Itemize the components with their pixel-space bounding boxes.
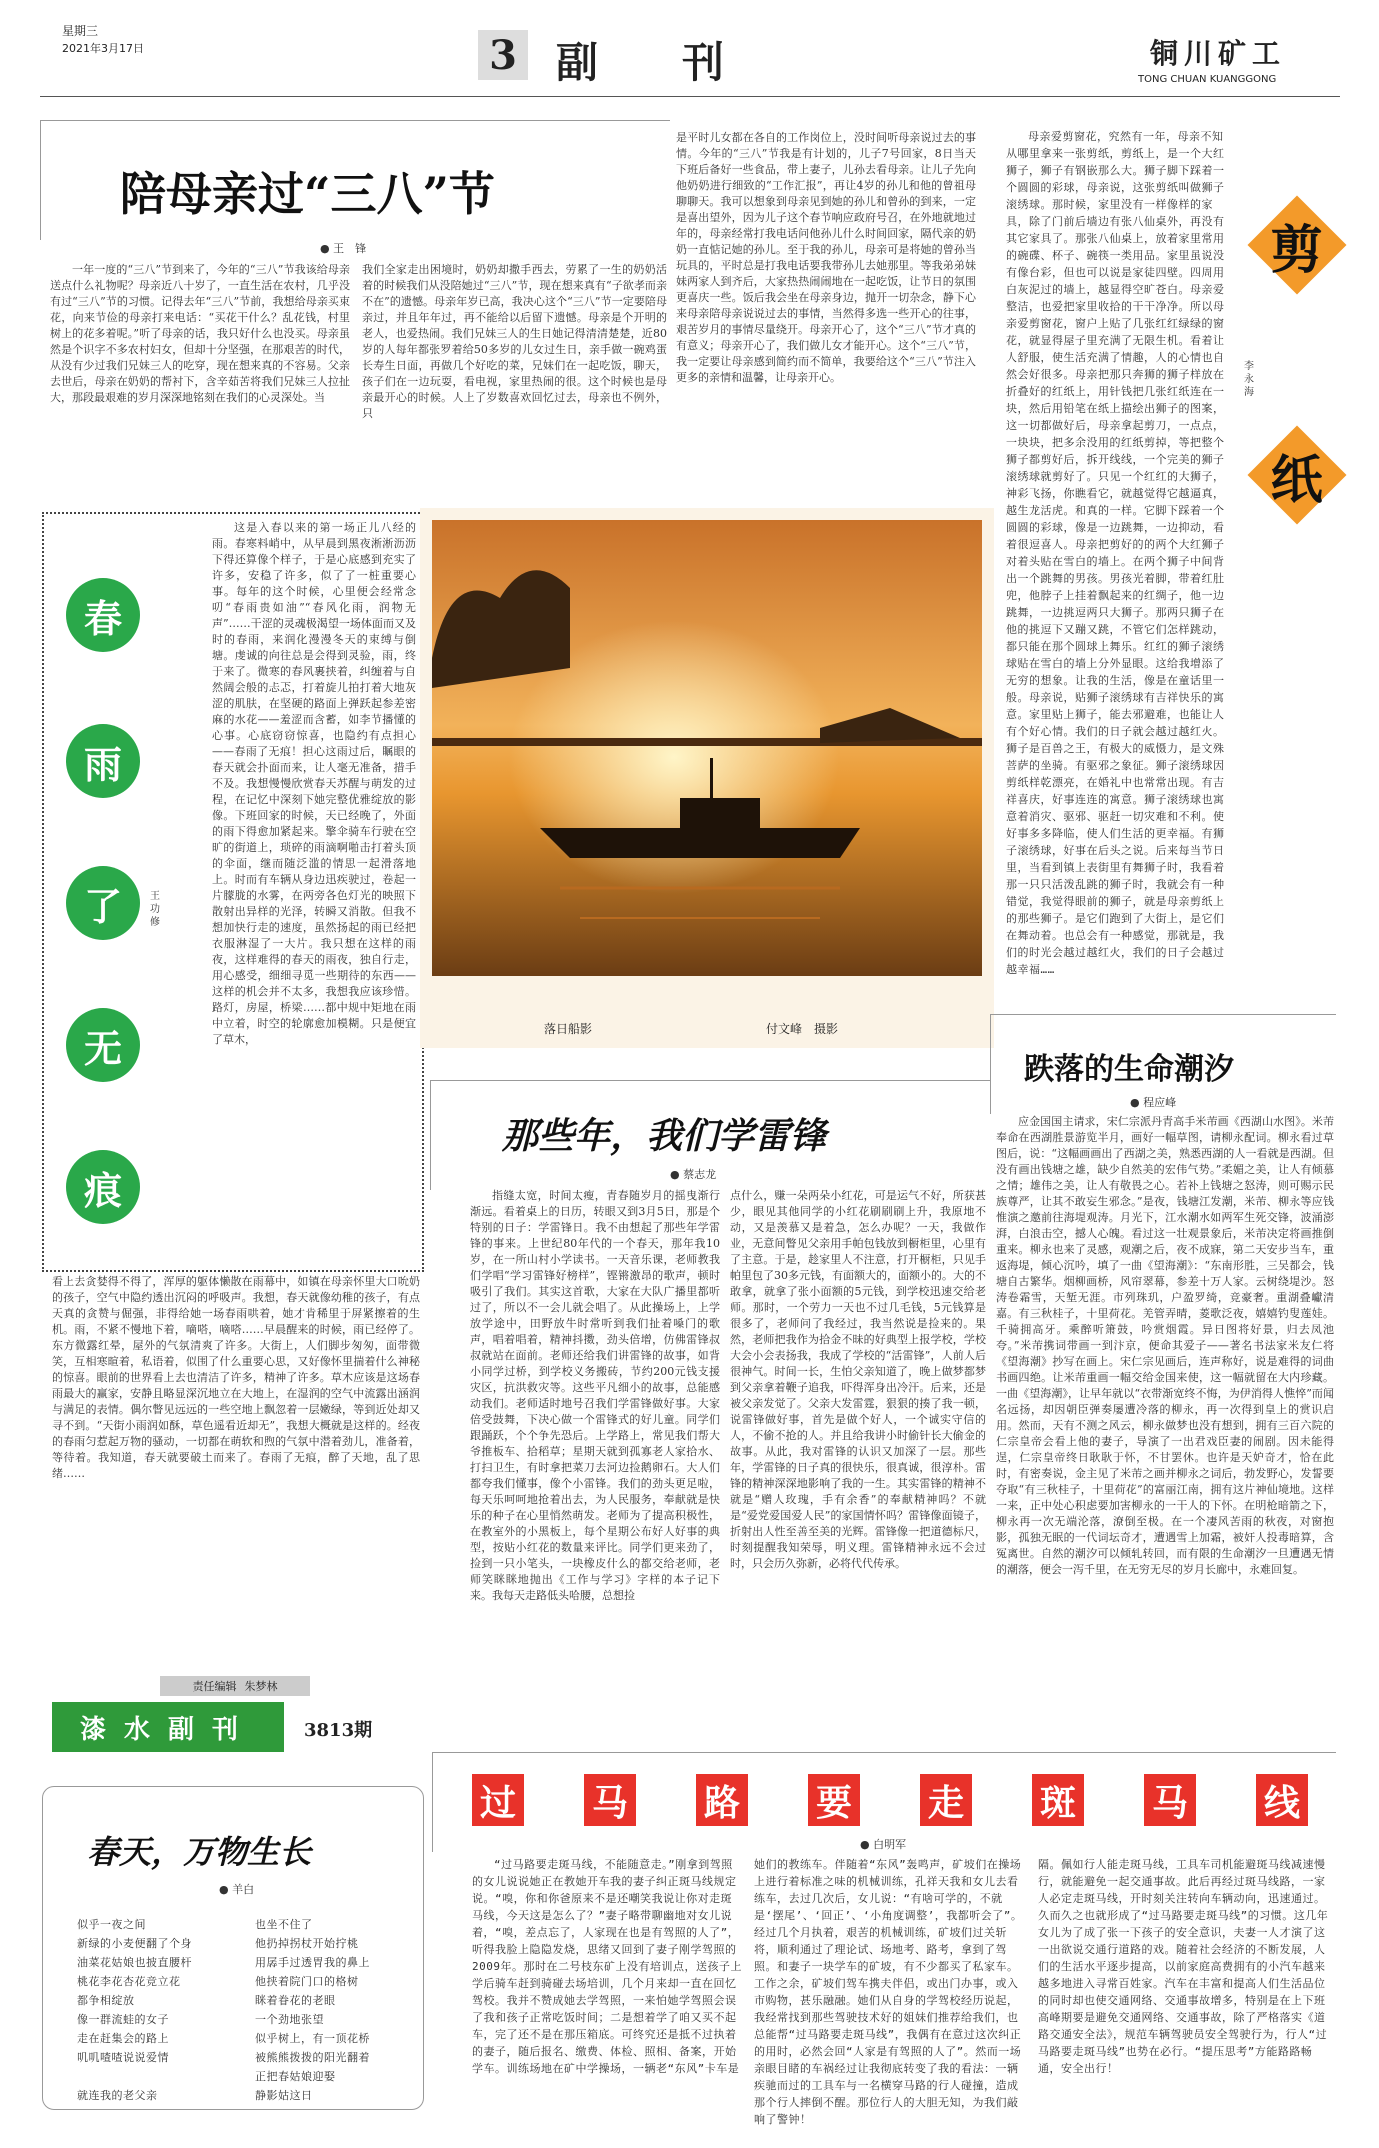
article-author: ● 白明军	[860, 1838, 907, 1851]
title-char-3: 了	[66, 866, 140, 940]
title-char-2: 雨	[66, 724, 140, 798]
article-zebra-crossing	[432, 1752, 1336, 2126]
article-col-1: 一年一度的“三八”节到来了，今年的“三八”节我该给母亲送点什么礼物呢？母亲近八十岁了，一直生活在农村，几乎没有过“三八”节的习惯。记得去年“三八”节前，我想给母亲买束花，向来节俭的母亲打来电话：“买花干什么？乱花钱，村里树上的花多着呢。”听了母亲的话，我只好什么也没买。母亲虽然是个识字不多农村妇女，但却十分坚强，在那艰苦的时代，从没有少过我们兄妹三人的吃穿，现在想来真的不容易。父亲去世后，母亲在奶奶的帮衬下，含辛茹苦将我们兄妹三人拉扯大，那段最艰难的岁月深深地铭刻在我们的心灵深处。当	[50, 263, 350, 404]
poem-line: 用孱手过透胃我的鼻上	[255, 1956, 370, 1969]
poem-box	[42, 1786, 424, 2110]
issue-name: 漆水副刊	[52, 1702, 284, 1752]
article-paper-cut: 母亲爱剪窗花，究然有一年，母亲不知从哪里拿来一张剪纸，剪纸上，是一个大红狮子，狮子有钢嵌那么大。狮子脚下踩着一个圆圆的彩球，母亲说，这张剪纸叫做狮子滚绣球。那时候，家里没有一样像样的家具，除了门前后墙边有张八仙桌外，再没有其它家具了。那张八仙桌上，放着家里常用的碗碟、杯子、碗筷一类用品。家里虽说没有像台彩，但也可以说是家徒四壁。四周用白灰泥过的墙上，越显得空旷苍白。母亲爱整洁，也爱把家里收拾的干干净净。所以母亲爱剪窗花，窗户上贴了几张红红绿绿的窗花，就显得屋子里充满了无限生机。看着让人舒服，使生活充满了情趣，人的心情也自然会好很多。母亲把那只奔狮的狮子样放在折叠好的红纸上，用针钱把几张红纸连在一块，然后用铅笔在纸上描绘出狮子的图案，这一切都做好后，母亲拿起剪刀，一点点，一块块，把多余没用的红纸剪掉，等把整个狮子都剪好后，拆开线线，一个完美的狮子滚绣球就剪好了。只见一个红红的大狮子，神彩飞扬，你瞧看它，就越觉得它越逼真，越生龙活虎。和真的一样。它脚下踩着一个圆圆的彩球，像是一边跳舞，一边抑动，看着很逗喜人。母亲把剪好的的两个大红狮子对着头贴在雪白的墙上。在两个狮子中间背出一个跳舞的男孩。男孩光着脚，带着红肚兜，他脖子上挂着飘起来的红绸子，他一边跳舞，一边挑逗两只大狮子。那两只狮子在他的挑逗下又蹦又跳，不管它们怎样跳动，都只能在那个圆球上舞乐。红红的狮子滚绣球贴在雪白的墙上分外显眼。这给我增添了无穷的想象。让我的生活，像是在童话里一般。母亲说，贴狮子滚绣球有吉祥快乐的寓意。家里贴上狮子，能去邪避难，也能让人有个好心情。我们的日子就会越过越红火。狮子是百兽之王，有极大的威慑力，是文殊菩萨的坐骑。有驱邪之象征。狮子滚绣球因剪纸样乾漂亮，在婚礼中也常常出现。有吉祥喜庆，好事连连的寓意。狮子滚绣球也寓意着消灾、驱邪、驱赶一切灾难和不利。使好事多多降临，使人们生活的更幸福。有狮子滚绣球，好事在后头之说。后来每当节日里，当看到镇上表街里有舞狮子时，我看着那一只只活泼乱跳的狮子时，我就会有一种错觉，我觉得眼前的狮子，就是母亲剪纸上的那些狮子。是它们跑到了大街上，是它们在舞动着。也总会有一种感觉，那就是，我们的时光会越过越红火，我们的日子会越过越幸福……	[1006, 130, 1225, 976]
page-number: 3	[478, 30, 528, 80]
paper-pinyin: TONG CHUAN KUANGGONG	[1138, 74, 1277, 85]
poem-line: 他扔掉拐杖开始拧桃	[255, 1937, 359, 1950]
author-name: 蔡志龙	[683, 1168, 717, 1181]
article-title: 那些年，我们学雷锋	[502, 1115, 827, 1157]
title-char-5: 痕	[66, 1150, 140, 1224]
article1-col-3: 是平时儿女都在各自的工作岗位上，没时间听母亲说过去的事情。今年的“三八”节我是有计划的，儿子7号回家，8日当天下班后备好一些食品，带上妻子，儿孙去看母亲。让儿子先向他奶奶进行细致的“工作汇报”，再让4岁的孙儿和他的曾祖母聊聊天。我可以想象到母亲见到她的孙儿和曾孙的到来，一定是喜出望外，因为儿子这个春节响应政府号召，在外地就地过年的，母亲经常打我电话问他孙儿什么时间回家，隔代亲的奶奶一直惦记她的孙儿。至于我的孙儿，母亲可是将她的曾孙当玩具的，平时总是打我电话要我带孙儿去她那里。等我弟弟妹妹两家人到齐后，大家热热闹闹地在一起吃饭，让节日的氛围更喜庆一些。饭后我会坐在母亲身边，抛开一切杂念，静下心来母亲陪母亲说说过去的事情，当然得多选一些开心的往事，艰苦岁月的事情尽量绕开。母亲开心了，这个“三八”节才真的有意义；母亲开心了，我们做儿女才能开心。这个“三八”节，我一定要让母亲感到简约而不简单，我要给这个“三八”节注入更多的亲情和温馨，让母亲开心。	[676, 131, 976, 384]
photo-caption: 落日船影	[544, 1022, 593, 1036]
poem-line	[77, 2067, 237, 2086]
poem-line: 就连我的老父亲	[77, 2089, 158, 2102]
poem-line: 被熊熊拨拨的阳光翻着	[255, 2051, 370, 2064]
article-title: 陪母亲过“三八”节	[120, 167, 495, 221]
poem-line: 眯着眷花的老眼	[255, 1994, 336, 2007]
article-title: 跌落的生命潮汐	[1024, 1052, 1234, 1087]
editor-label: 责任编辑	[192, 1680, 237, 1693]
title-char-4: 无	[66, 1008, 140, 1082]
editor-name: 朱梦林	[244, 1680, 278, 1693]
poem-line: 正把春姑娘迎娶	[255, 2070, 336, 2083]
header-divider	[40, 96, 1340, 97]
title-char-1: 春	[66, 578, 140, 652]
header	[0, 0, 1379, 90]
title-char-3: 路	[696, 1774, 748, 1826]
sunset-boat-photo	[420, 508, 994, 1048]
poem-line: 走在赶集会的路上	[77, 2032, 169, 2045]
article-lei-feng	[430, 1080, 990, 1740]
poem-left	[77, 1915, 237, 2105]
article-mother-38	[40, 120, 670, 480]
article-author: ● 程应峰	[1130, 1096, 1177, 1109]
title-char-2: 纸	[1248, 426, 1347, 525]
poem-line: 静影姑这日	[255, 2089, 313, 2102]
article3-top-col: 这是入春以来的第一场正儿八经的雨。春寒料峭中，从早晨到黑夜淅淅沥沥下得还算像个样子，于是心底感到充实了许多，安稳了许多，似了了一桩重要心事。每年的这个时候，心里便会经常念叨“春雨贵如油”“春风化雨，润物无声”……干涩的灵魂极渴望一场体面而又及时的春雨，来润化漫漫冬天的束缚与倒塘。虔诚的向往总是会得到灵验，雨，终于来了。微寒的春风裹挟着，纠缠着与自然阔会般的忐忑，打着旋儿拍打着大地灰涩的肌肤，在坚硬的路面上弹跃起参差密麻的水花——羞涩而含蓄，如李节播懂的心事。心底窃窃惊喜，也隐约有点担心——春雨了无痕！担心这雨过后，瞩眼的春天就会扑面而来，让人毫无准备，措手不及。我想慢慢欣赏春天苏醒与萌发的过程，在记忆中深刻下她完整优雅绽放的影像。下班回家的时候，天已经晚了，外面的雨下得愈加紧起来。擎伞骑车行驶在空旷的街道上，琐碎的雨滴啊啪击打着头顶的伞面，继而随泛滥的情思一起滑落地上。时而有车辆从身边迅疾驶过，卷起一片朦胧的水雾，在两旁各色灯光的映照下散射出异样的光泽，转瞬又消散。但我不想加快行走的速度，虽然扬起的雨已经把衣服淋湿了一大片。我只想在这样的雨夜，这样难得的春天的雨夜，独自行走，用心感受，细细寻觅一些期待的东西——这样的机会并不太多，我想我应该珍惜。路灯，房屋，桥梁……都中规中矩地在雨中立着，时空的轮廓愈加模糊。只是便宜了草木，	[212, 521, 416, 1046]
article-col-2: 我们全家走出困境时，奶奶却撒手西去，劳累了一生的奶奶活着的时候我们从没陪她过“三八”节，现在想来真有“子欲孝而亲不在”的遗憾。母亲年岁已高，我决心这个“三八”节一定要陪母亲过，并且年年过，再不能给以后留下遗憾。母亲是个开明的老人，也爱热闹。我们兄妹三人的生日她记得清清楚楚，近80岁的人每年都张罗着给50多岁的儿女过生日，亲手做一碗鸡蛋长寿生日面，再做几个好吃的菜，兄妹们在一起吃饭，聊天，孩子们在一边玩耍，看电视，家里热闹的很。这个时候也是母亲最开心的时候。人上了岁数喜欢回忆过去，母亲也不例外，只	[362, 263, 667, 420]
issue-number: 3813期	[304, 1720, 373, 1741]
article-col-3: 隔。佩如行人能走斑马线，工具车司机能避斑马线减速慢行，就能避免一起交通事故。此后再经过斑马线路，一家人必定走斑马线，开时刻关注转向车辆动向，迅速通过。久而久之也就形成了“过马路要走斑马线”的习惯。这几年女儿为了成了张一下孩子的安全意识，夫妻一人才演了这一出欲说交通行道路的戏。随着社会经济的不断发展，人们的生活水平逐步提高，以前家庭高费拥有的小汽车越来越多地进入寻常百姓家。汽车在丰富和提高人们生活品位的同时却也使交通网络、交通事故增多，特别是在上下班高峰期要是避免交通网络、交通事故，除了严格落实《道路交通安全法》，规范车辆驾驶员安全驾驶行为，行人“过马路要走斑马线”也势在必行。“提压思考”方能路路畅通，安全出行！	[1038, 1858, 1329, 2075]
issue-date: 2021年3月17日	[62, 42, 144, 55]
article-col: 应金国国主请求，宋仁宗派丹青高手米芾画《西湖山水图》。米芾奉命在西湖胜景游览半月，画好一幅草图，请柳永配词。柳永看过草图后，说：“这幅画画出了西湖之美，熟悉西湖的人一看就是西湖。但没有画出钱塘之雄，缺少自然美的宏伟气势。”柔媚之美，让人有倾慕之情；雄伟之美，让人有敬畏之心。若补上钱塘之怒涛，则可赐示民族尊严，让其不敢妄生邪念。”是夜，钱塘江发潮，米芾、柳永等应钱惟演之邀前往海堤观涛。月光下，江水潮水如两军生死交锋，波涌澎湃，白浪击空，撼人心魄。看过这一壮观景象后，米芾决定将画推倒重来。柳永也来了灵感，观潮之后，夜不成寐，第二天安步当车，重返海堤，倾心沉吟，填了一曲《望海潮》：“东南形胜，三吴都会，钱塘自古繁华。烟柳画桥，风帘翠幕，参差十万人家。云树绕堤沙。怒涛卷霜雪，天堑无涯。市列珠玑，户盈罗绮，竞豪奢。重湖叠巘清嘉。有三秋桂子，十里荷花。羌管弄晴，菱歌泛夜，嬉嬉钓叟莲娃。千骑拥高牙。乘醉听箫鼓，吟赏烟霞。异日图将好景，归去凤池夸。”米芾携词带画一到汴京，便命其爱子——著名书法家米友仁将《望海潮》抄写在画上。宋仁宗见画后，连声称好，说是难得的词曲书画四绝。让米芾重画一幅交给金国来使，这一幅就留在大内珍藏。一曲《望海潮》，让早年就以“衣带渐宽终不悔，为伊消得人憔悴”而闻名远扬，却因朝臣弹奏屡遭冷落的柳永，再一次得到皇上的赏识启用。然而，天有不测之风云，柳永做梦也没有想到，拥有三百六院的仁宗皇帝会看上他的妻子，导演了一出君戏臣妻的闹剧。因未能得逞，仁宗皇帝终日耿耿于怀，不甘罢休。也许是天妒奇才，恰在此时，有密奏说，金主见了米芾之画并柳永之词后，勃发野心，发誓要夺取“有三秋桂子，十里荷花”的富丽江南，拥有这片神仙境地。这样一来，正中处心积虑要加害柳永的一干人的下怀。在明枪暗箭之下，柳永再一次无端沦落，潦倒至极。在一个凄风苦雨的秋夜，对窗抱影，孤独无眠的一代词坛奇才，遭遇雪上加霜，被奸人投毒暗算，含冤离世。自然的潮汐可以倾轧转回，而有限的生命潮汐一旦遭遇无情的潮落，便会一泻千里，在无穷无尽的岁月长廊中，永难回复。	[996, 1115, 1334, 1576]
poem-line: 叽叽喳喳说说爱情	[77, 2051, 169, 2064]
title-char-8: 线	[1256, 1774, 1308, 1826]
poem-line: 也坐不住了	[255, 1918, 313, 1931]
poem-line: 桃花李花杏花竞立花	[77, 1975, 181, 1988]
poem-line: 都争相绽放	[77, 1994, 135, 2007]
poem-line: 似乎树上，有一顶花桥	[255, 2032, 370, 2045]
title-char-4: 要	[808, 1774, 860, 1826]
article3-author: 王功修	[150, 891, 160, 928]
photo-image	[420, 508, 994, 988]
article-tide	[990, 1014, 1336, 1744]
weekday: 星期三	[62, 24, 99, 38]
article-author: ● 蔡志龙	[670, 1168, 717, 1181]
title-char-1: 过	[472, 1774, 524, 1826]
poem-author: ● 羊白	[219, 1883, 255, 1896]
author-name: 白明军	[873, 1838, 907, 1851]
article-col-1: “过马路要走斑马线，不能随意走。”刚拿到驾照的女儿说说她正在教她开车我的妻子纠正斑马线规定说。“嗅，你和你爸原来不是还嘲笑我说让你对走斑马线，今天这是怎么了？”妻子略带聊幽地对女儿说着，“嗅，差点忘了，人家现在也是有驾照的人了”，听得我脸上隐隐发烧，思绪又回到了妻子刚学驾照的2009年。那时在二号枝东矿上没有培训点，送孩子上学后骑车赶到骑碰去场培训，几个月来却一直在回忆驾校。我并不赞成她去学驾照，一来怕她学驾照会误了我和孩子正常吃饭时间；二是想着学了咱又买不起车，完了还不是在那压箱底。可终究还是抵不过执着的妻子，随后报名、缴费、体检、照相、备案，开始学车。训练场地在矿中学操场，一辆老“东风”卡车是	[472, 1858, 742, 2075]
editor-band	[160, 1676, 310, 1696]
poem-line: 他挟着院门口的格树	[255, 1975, 359, 1988]
author-name: 羊白	[232, 1883, 255, 1896]
article-col-2: 她们的教练车。伴随着“东风”轰鸣声，矿坡们在操场上进行着标准之味的机械训练，孔祥天我和女儿去看练车，去过几次后，女儿说：“有啥可学的，不就是‘摆尾’、‘回正’、‘小角度调整’，我都听会了”。经过几个月执着，艰苦的机械训练，矿坡们过关斩将，顺利通过了理论试、场地考、路考，拿到了驾照。和妻子一块学车的矿坡，有不少都买了私家车。工作之余，矿坡们驾车携夫伴侣，或出门办事，或入市购物，甚乐融融。她们从自身的学驾校经历说起，我经常找到那些驾驶技术好的姐妹们推荐给我们，也总能帮“过马路要走斑马线”，我偶有在意过这次纠正的用时，必然会回“人家是有驾照的人了”。然而一场亲眼目睹的车祸经过让我彻底转变了我的看法：一辆疾驰而过的工具车与一名横穿马路的行人碰撞，造成那个行人摔倒不醒。那位行人的大胆无知，为我们敲响了警钟！	[754, 1858, 1023, 2126]
poem-line: 油菜花姑娘也披直腰杆	[77, 1956, 192, 1969]
article-col-1: 指缝太宽，时间太瘦，青春随岁月的摇曳渐行渐远。看着桌上的日历，转眼又到3月5日，那是个特别的日子：学雷锋日。我不由想起了那些年学雷锋的事来。上世纪80年代的一个春天，那年我10岁，在一所山村小学读书。一天音乐课，老师教我们学唱“学习雷锋好榜样”，铿锵激昂的歌声，顿时吸引了我们。其实这首歌，大家在大队广播里都听过了，所以不一会儿就会唱了。从此操场上，上学放学途中，田野放牛时常听到我们扯着嗓门的歌声，唱着唱着，精神抖擞，劲头倍增，仿佛雷锋叔叔就站在面前。老师还给我们讲雷锋的故事，如背小同学过桥，到学校义务搬砖，节约200元钱支援灾区，抗洪救灾等。这些平凡细小的故事，总能感动我们。老师适时地号召我们学雷锋做好事。大家倍受鼓舞，下决心做一个雷锋式的好儿童。同学们跟踊跃，个个争先恐后。上学路上，常见我们帮大爷推板车、拾稻草；星期天就到孤寡老人家拾水、打扫卫生，有时拿把菜刀去河边捡鹅卵石。大人们都夸我们懂事，像个小雷锋。我们的劲头更足啦，每天乐呵呵地抢着出去，为人民服务，奉献就是快乐的种子在心里悄然萌发。老师为了提高积极性，在教室外的小黑板上，每个星期公布好人好事的典型，按贴小红花的数量来评比。同学们更来劲了，捡到一只小笔头，一块橡皮什么的都交给老师，老师笑眯眯地抛出《工作与学习》字样的本子记下来。我每天走路低头哈腰，总想捡	[470, 1189, 720, 1602]
title-char-2: 马	[584, 1774, 636, 1826]
paper-name: 铜川矿工	[1150, 37, 1287, 70]
article-author: ● 王 锋	[320, 242, 367, 255]
author-name: 王 锋	[333, 242, 367, 255]
article2-author: 李永海	[1244, 361, 1254, 398]
photo-credit: 付文峰 摄影	[766, 1022, 839, 1036]
section-title: 副 刊	[556, 38, 725, 87]
title-char-7: 马	[1144, 1774, 1196, 1826]
poem-line: 一个劲地张望	[255, 2013, 324, 2026]
title-char-6: 斑	[1032, 1774, 1084, 1826]
author-name: 程应峰	[1143, 1096, 1177, 1109]
title-char-1: 剪	[1248, 196, 1347, 295]
issue-band	[52, 1702, 424, 1752]
poem-title: 春天，万物生长	[87, 1833, 312, 1871]
poem-right	[255, 1915, 415, 2105]
article3-bottom-col: 看上去贪婪得不得了，浑厚的躯体懒散在雨幕中，如镇在母亲怀里大口吮奶的孩子，空气中隐约透出沉闷的呼吸声。我想，春天就像幼稚的孩子，有点天真的贪赞与倔强，非得给她一场春雨哄着，她才肯稀里于屏紧擦着的生机。雨，不紧不慢地下着，嘀嗒，嘀嗒……早晨醒来的时候，雨已经停了。东方微露红晕，屋外的气氛清爽了许多。大街上，人们脚步匆匆，面带微笑，互相寒暄着，私语着，似围了什么重要心思，又好像怀里揣着什么神秘的惊喜。眼前的世界看上去也清洁了许多，精神了许多。草木应该是这场春雨最大的赢家，安静且略显深沉地立在大地上，在湿润的空气中流露出涵润与满足的表情。偶尔瞥见远远的一些空地上飘忽着一层嫩绿，等到近处却又寻不到。“天街小雨润如酥，草色遥看近却无”，我想大概就是这样的。经夜的春雨匀惹起万物的骚动，一切都在萌软和煦的气氛中潜着劲儿，准备着，等待着。我知道，春天就要破土而来了。春雨了无痕，醉了天地，乱了思绪……	[52, 1275, 420, 1480]
title-char-5: 走	[920, 1774, 972, 1826]
article-col-2: 点什么，赚一朵两朵小红花，可是运气不好，所获甚少，眼见其他同学的小红花刷刷刷上升，我原地不动，又是羡慕又是着急，怎么办呢？一天，我做作业，无意间瞥见父亲用手帕包钱放到橱柜里，心里有了主意。于是，趁家里人不注意，打开橱柜，只见手帕里包了30多元钱，有面额大的，面额小的。大的不敢拿，就拿了张小面额的5元钱，到学校迅速交给老师。那时，一个劳力一天也不过几毛钱，5元钱算是很多了，老师问了我经过，我当然说是捡来的。果然，老师把我作为拾金不昧的好典型上报学校，学校大会小会表扬我，我成了学校的“活雷锋”，人前人后很神气。时间一长，生怕父亲知道了，晚上做梦都梦到父亲拿着鞭子追我，吓得浑身出冷汗。后来，还是被父亲发觉了。父亲大发雷霆，狠狠的揍了我一顿，说雷锋做好事，首先是做个好人，一个诚实守信的人，不偷不抢的人。并且给我讲小时偷针长大偷金的故事。从此，我对雷锋的认识又加深了一层。那些年，学雷锋的日子真的很快乐，很真诚，很淳朴。雷锋的精神深深地影响了我的一生。其实雷锋的精神不就是“赠人玫瑰，手有余香”的奉献精神吗？不就是“爱党爱国爱人民”的家国情怀吗？雷锋像面镜子，折射出人性至善至美的光辉。雷锋像一把道德标尺，时刻提醒我知荣辱，明义理。雷锋精神永远不会过时，只会历久弥新，必将代代传承。	[730, 1189, 986, 1570]
poem-line: 似乎一夜之间	[77, 1918, 146, 1931]
poem-line: 像一群流蛙的女子	[77, 2013, 169, 2026]
poem-line: 新绿的小麦便翻了个身	[77, 1937, 192, 1950]
